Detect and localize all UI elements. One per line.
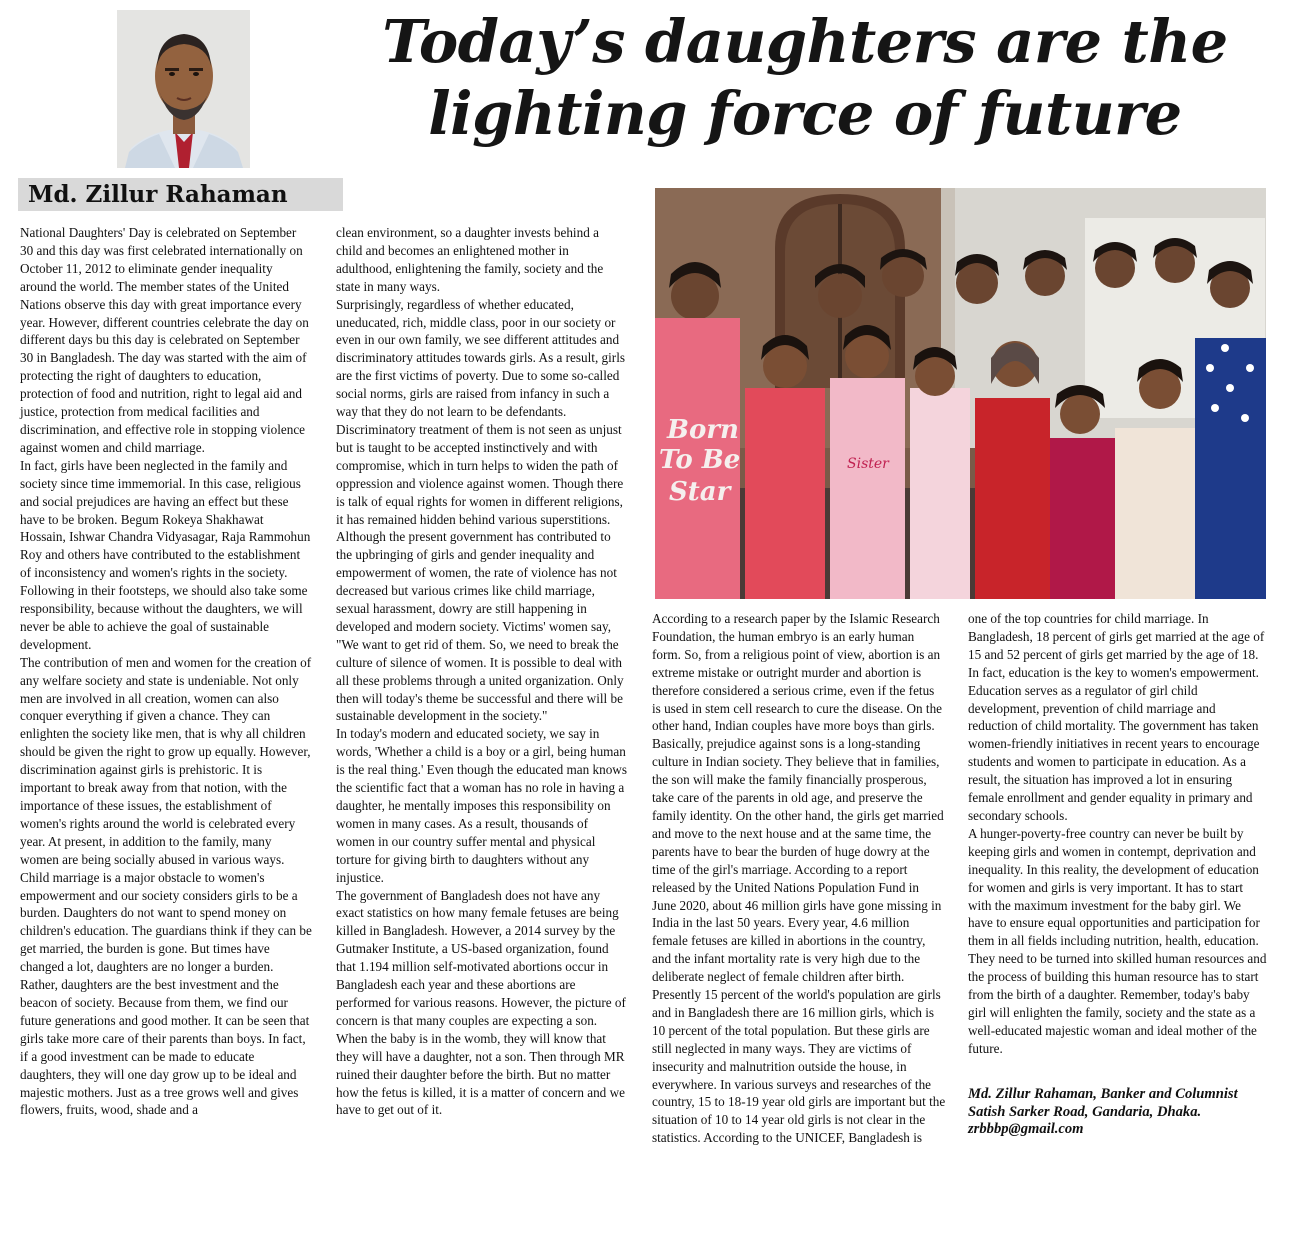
shirt-text-line-3: Star xyxy=(669,477,731,507)
paragraph: Surprisingly, regardless of whether educated, uneducated, rich, middle class, poor in our society or even in our own family, we see different attitudes and discriminatory attitudes towards girls. As a result, girls are the first victims of poverty. Due to some so-called social norms, girls are raised from infancy in such a way that they do not learn to be defendants. xyxy=(336,296,625,420)
paragraph: In fact, girls have been neglected in the family and society since time immemorial. In this case, religious and social prejudices are having an effect but these have to be broken. Begum Rokeya Shakhawat Hossain, Ishwar Chandra Vidyasagar, Raja Rammohun Roy and others have contributed to the establishment of inconsistency and women's rights in the society. Following in their footsteps, we should also take some responsibility, because without the daughters, we will never be able to achieve the goal of sustainable development. xyxy=(20,457,311,652)
paragraph: Discriminatory treatment of them is not seen as unjust but is taught to be accepted instinctively and with compromise, which in turn helps to widen the path of oppression and violence against women. Though there is talk of equal rights for women in different religions, it has remained hidden behind various superstitions. xyxy=(336,421,624,527)
group-photo xyxy=(655,188,1266,599)
signature-address: Satish Sarker Road, Gandaria, Dhaka. xyxy=(968,1103,1202,1120)
paragraph: Although the present government has contributed to the upbringing of girls and gender inequality and empowerment of women, the rate of violence has not decreased but various crimes like child marriage, sexual harassment, dowry are still happening in developed and modern society. Victims' women say, "We want to get rid of them. So, we need to break the culture of silence of women. It is possible to deal with all these problems through a united organization. Only then will today's theme be successful and there will be sustainable development in the society." xyxy=(336,529,624,724)
paragraph: A hunger-poverty-free country can never be built by keeping girls and women in contempt, deprivation and inequality. In this reality, the development of education for women and girls is very important. It has to start with the maximum investment for the baby girl. We have to ensure equal opportunities and participation for them in all fields including nutrition, health, education. They need to be turned into skilled human resources and the process of building this human resource has to start from the birth of a daughter. Remember, today's baby girl will enlighten the family, society and the state as a well-educated majestic woman and ideal mother of the future. xyxy=(968,825,1267,1056)
headline: Today’s daughters are the lighting force of future xyxy=(382,7,1228,148)
signature-name: Md. Zillur Rahaman, Banker and Columnist xyxy=(968,1085,1238,1102)
author-photo xyxy=(117,10,250,168)
shirt-text-sister: Sister xyxy=(847,456,889,472)
article-column-3 xyxy=(652,610,946,1147)
author-byline: Md. Zillur Rahaman xyxy=(28,181,288,208)
paragraph: In fact, education is the key to women's empowerment. Education serves as a regulator of girl child development, prevention of child marriage and reduction of child mortality. The government has taken women-friendly initiatives in recent years to encourage students and women to participate in education. As a result, the situation has improved a lot in ensuring female enrollment and gender equality in primary and secondary schools. xyxy=(968,664,1260,823)
signature-email: zrbbbp@gmail.com xyxy=(968,1121,1084,1138)
shirt-text-line-2: To Be xyxy=(659,445,741,475)
paragraph: Child marriage is a major obstacle to women's empowerment and our society considers girls to be a burden. Daughters do not want to spend money on children's education. The guardians think if they can be get married, the burden is gone. But times have changed a lot, daughters are no longer a burden. Rather, daughters are the best investment and the beacon of society. Because from them, we find our future generations and good mother. It can be seen that girls take more care of their parents than boys. In fact, if a good investment can be made to educate daughters, they will one day grow up to be ideal and majestic mothers. Just as a tree grows well and gives flowers, fruits, wood, shade and a xyxy=(20,869,312,1118)
paragraph: In today's modern and educated society, we say in words, 'Whether a child is a boy or a girl, being human is the real thing.' Even though the educated man knows the scientific fact that a woman has no role in having a daughter, he mentally imposes this responsibility on women in many cases. As a result, thousands of women in our country suffer mental and physical torture for giving birth to daughters without any injustice. xyxy=(336,726,627,885)
paragraph: According to a research paper by the Islamic Research Foundation, the human embryo is an early human form. So, from a religious point of view, abortion is an extreme mistake or outright murder and abortion is therefore considered a serious crime, even if the fetus is used in stem cell research to cure the disease. On the other hand, Indian couples have more boys than girls. Basically, prejudice against sons is a long-standing culture in Indian society. They believe that in families, the son will make the family financially prosperous, take care of the parents in old age, and preserve the family identity. On the other hand, the girls get married and move to the next house and at the same time, the parents have to bear the burden of huge dowry at the time of the girl's marriage. According to a report released by the United Nations Population Fund in June 2020, about 46 million girls have gone missing in India in the last 50 years. Every year, 4.6 million female fetuses are killed in abortions in the country, and the infant mortality rate is very high due to the deliberate neglect of female children after birth. xyxy=(652,611,944,985)
article-column-1 xyxy=(20,224,312,1119)
paragraph: The contribution of men and women for the creation of any welfare society and state is undeniable. Not only men are involved in all creation, women can also conquer everything if given a chance. They can enlighten the society like men, that is why all children should be given the right to grow up equally. However, discrimination against girls is prehistoric. It is important to break away from that notion, with the importance of these issues, the establishment of women's rights around the world is celebrated every year. At present, in addition to the family, many women are being socially abused in various ways. xyxy=(20,654,312,867)
paragraph: Presently 15 percent of the world's population are girls and in Bangladesh there are 16 million girls, which is 10 percent of the total population. But these girls are still neglected in many ways. They are victims of insecurity and malnutrition outside the house, in everywhere. In various surveys and researches of the country, 15 to 18-19 year old girls are important but the situation of 10 to 14 year old girls is not clear in the statistics. According to the UNICEF, Bangladesh is xyxy=(652,987,946,1146)
article-column-2 xyxy=(336,224,628,1119)
paragraph: one of the top countries for child marriage. In Bangladesh, 18 percent of girls get married at the age of 15 and 52 percent of girls get married by the age of 18. xyxy=(968,611,1265,662)
paragraph: clean environment, so a daughter invests behind a child and becomes an enlightened mother in adulthood, enlightening the family, society and the state in many ways. xyxy=(336,225,604,294)
paragraph: National Daughters' Day is celebrated on September 30 and this day was first celebrated internationally on October 11, 2012 to eliminate gender inequality around the world. The member states of the United Nations observe this day with great importance every year. However, different countries celebrate the day on different days bu this day is celebrated on September 30 in Bangladesh. The day was started with the aim of protecting the right of daughters to education, protection of food and nutrition, right to legal aid and justice, protection from medical facilities and discrimination, and effective role in stopping violence against women and child marriage. xyxy=(20,225,309,455)
author-signature xyxy=(968,1086,1268,1140)
article-column-4 xyxy=(968,610,1268,1139)
paragraph: The government of Bangladesh does not have any exact statistics on how many female fetuses are being killed in Bangladesh. However, a 2014 survey by the Gutmaker Institute, a US-based organization, found that 1.194 million self-motivated abortions occur in Bangladesh each year and these abortions are performed for various reasons. However, the picture of concern is that many couples are expecting a son. When the baby is in the womb, they will know that they will have a daughter, not a son. Then through MR ruined their daughter before the birth. But no matter how the fetus is killed, it is a matter of concern and we have to get out of it. xyxy=(336,887,626,1118)
shirt-text-line-1: Born xyxy=(667,415,739,445)
